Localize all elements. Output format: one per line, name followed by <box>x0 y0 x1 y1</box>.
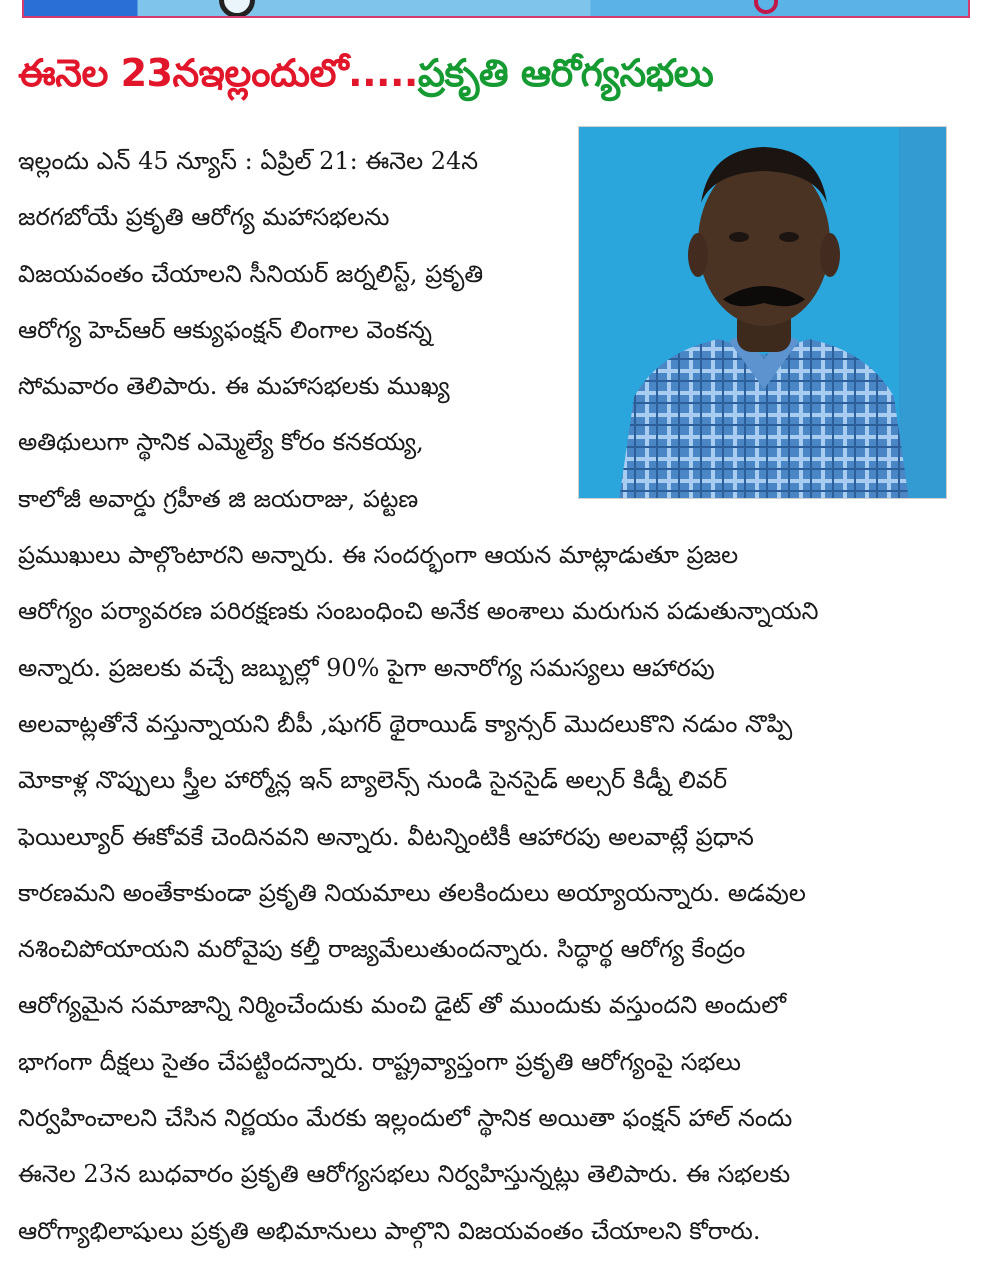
article-line: నిర్వహించాలని చేసిన నిర్ణయం మేరకు ఇల్లందులో స్థానిక అయితా ఫంక్షన్ హాల్ నందు <box>18 1104 793 1133</box>
article-line: మోకాళ్ల నొప్పులు స్త్రీల హార్మోన్ల ఇన్ బ్యాలెన్స్ నుండి సైనసైడ్ అల్సర్ కిడ్నీ లివర్ <box>18 766 728 795</box>
article-line: భాగంగా దీక్షలు సైతం చేపట్టిందన్నారు. రాష్ట్రవ్యాప్తంగా ప్రకృతి ఆరోగ్యంపై సభలు <box>18 1047 741 1076</box>
article-line: అలవాట్లతోనే వస్తున్నాయని బీపీ ,షుగర్ థైరాయిడ్ క్యాన్సర్ మొదలుకొని నడుం నొప్పి <box>18 709 793 738</box>
article-line: ఫెయిల్యూర్ ఈకోవకే చెందినవని అన్నారు. వీటన్నింటికీ ఆహారపు అలవాట్లే ప్రధాన <box>18 822 754 851</box>
article-line: కారణమని అంతేకాకుండా ప్రకృతి నియమాలు తలకిందులు అయ్యాయన్నారు. అడవుల <box>18 878 806 907</box>
article-line: అన్నారు. ప్రజలకు వచ్చే జబ్బుల్లో 90% పైగా అనారోగ్య సమస్యలు ఆహారపు <box>18 653 715 682</box>
article-line: సోమవారం తెలిపారు. ఈ మహాసభలకు ముఖ్య <box>18 372 450 401</box>
article-line: ఆరోగ్యమైన సమాజాన్ని నిర్మించేందుకు మంచి డైట్ తో ముందుకు వస్తుందని అందులో <box>18 991 787 1020</box>
article-line: కాలోజీ అవార్డు గ్రహీత జి జయరాజు, పట్టణ <box>18 484 419 513</box>
article-line: ఆరోగ్య హెచ్ఆర్ ఆక్యుఫంక్షన్ లింగాల వెంకన్న <box>18 315 432 344</box>
headline-green-part: ప్రకృతి ఆరోగ్యసభలు <box>417 51 714 95</box>
article-line: ఆరోగ్యం పర్యావరణ పరిరక్షణకు సంబంధించి అనేక అంశాలు మరుగున పడుతున్నాయని <box>18 597 819 626</box>
article-line: అతిథులుగా స్థానిక ఎమ్మెల్యే కోరం కనకయ్య, <box>18 428 424 457</box>
masthead-banner <box>22 0 970 18</box>
headline-red-part: ఈనెల 23నఇల్లందులో..... <box>18 51 418 95</box>
article-line: విజయవంతం చేయాలని సీనియర్ జర్నలిస్ట్, ప్రకృతి <box>18 259 484 288</box>
article-full-lines <box>18 527 818 1259</box>
article-line: ఈనెల 23న బుధవారం ప్రకృతి ఆరోగ్యసభలు నిర్వహిస్తున్నట్లు తెలిపారు. ఈ సభలకు <box>18 1160 791 1189</box>
article-wrapped-lines <box>18 133 818 527</box>
article-line: జరగబోయే ప్రకృతి ఆరోగ్య మహాసభలను <box>18 203 390 232</box>
article-headline <box>18 40 978 106</box>
article-line: నశించిపోయాయని మరోవైపు కల్తీ రాజ్యమేలుతుందన్నారు. సిద్ధార్థ ఆరోగ్య కేంద్రం <box>18 935 746 964</box>
logo-mark-icon <box>754 0 778 14</box>
logo-ring-icon <box>219 0 255 18</box>
article-body <box>18 133 818 1259</box>
article-line: ఆరోగ్యాభిలాషులు ప్రకృతి అభిమానులు పాల్గొని విజయవంతం చేయాలని కోరారు. <box>18 1216 761 1245</box>
article-line: ఇల్లందు ఎన్ 45 న్యూస్ : ఏప్రిల్ 21: ఈనెల 24న <box>18 147 479 175</box>
article-line: ప్రముఖులు పాల్గొంటారని అన్నారు. ఈ సందర్భంగా ఆయన మాట్లాడుతూ ప్రజల <box>18 541 739 570</box>
